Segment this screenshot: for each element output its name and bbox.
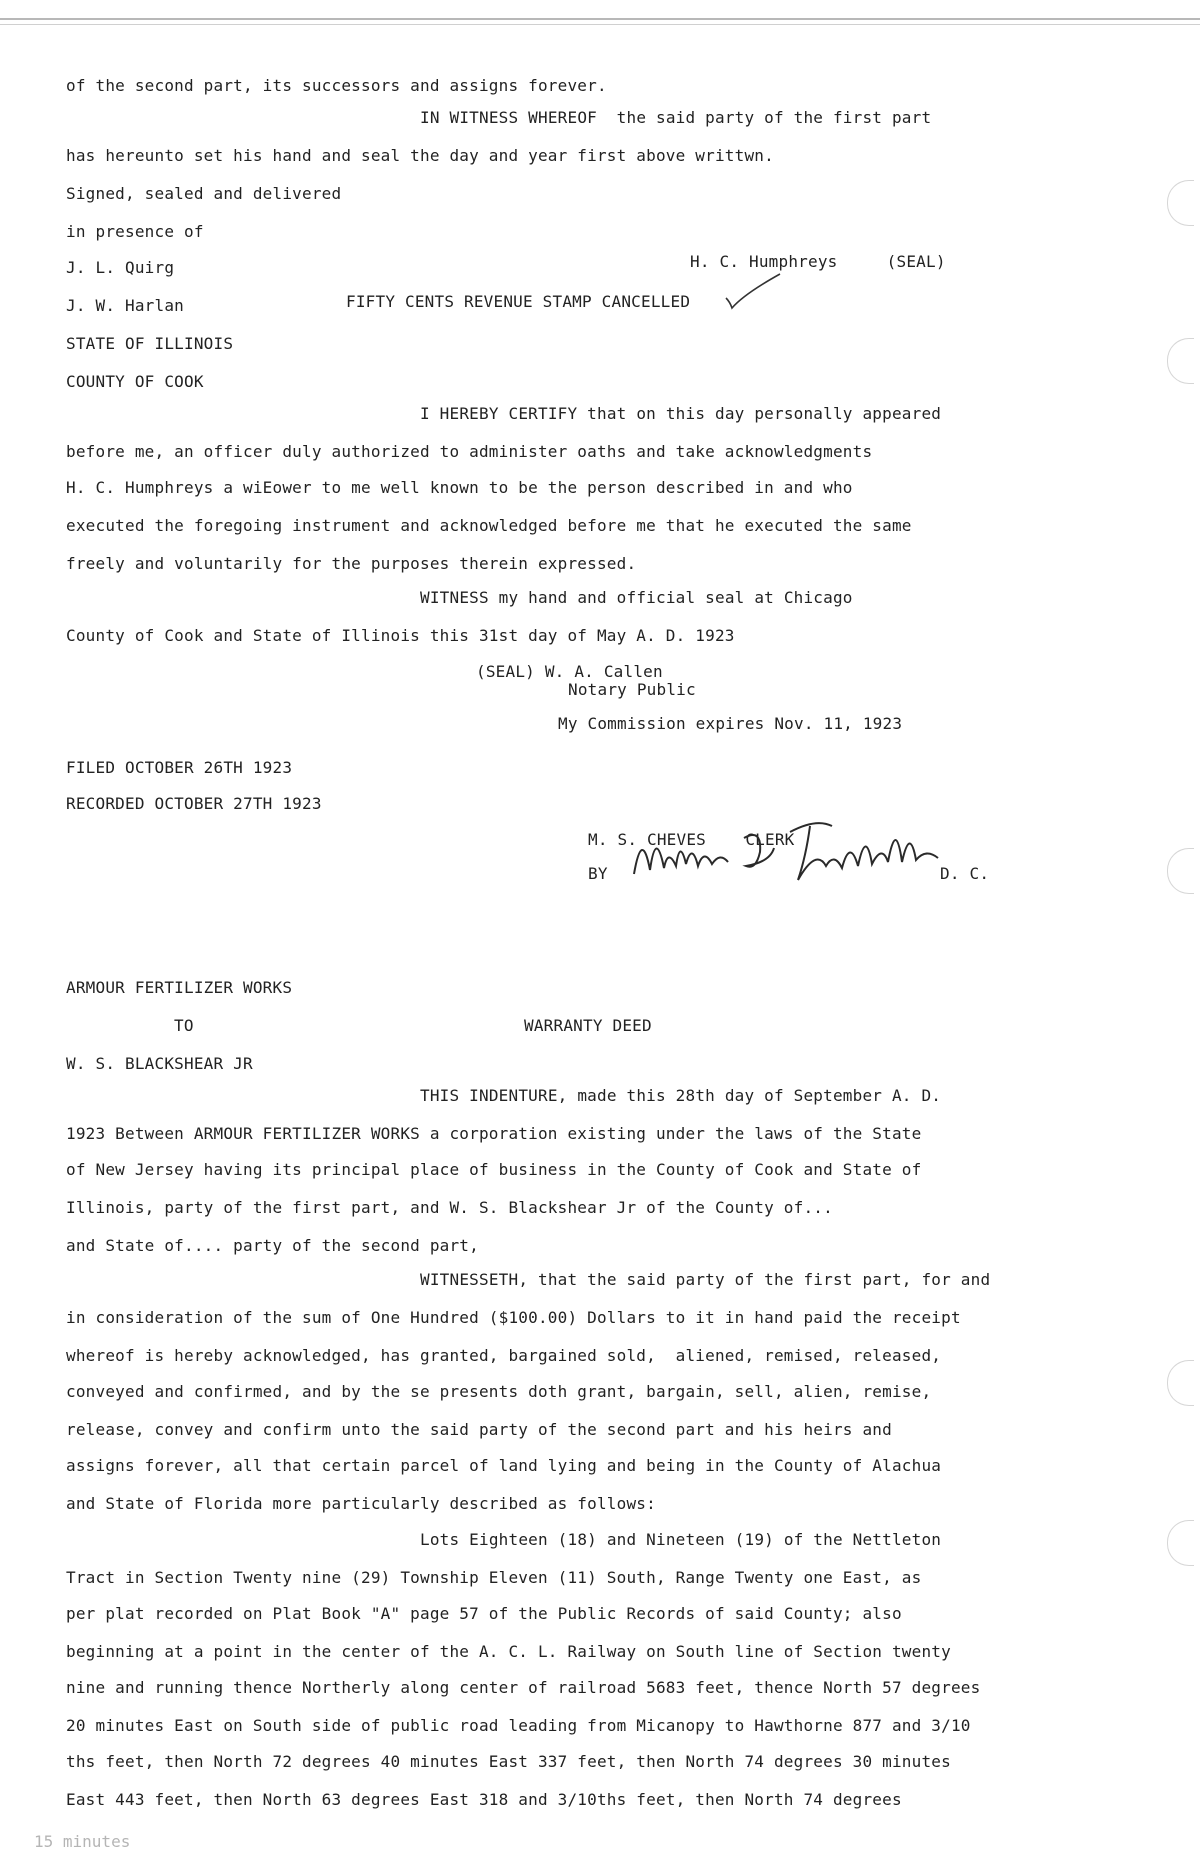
notary-name: (SEAL) W. A. Callen [476, 662, 663, 681]
text-line: 20 minutes East on South side of public road leading from Micanopy to Hawthorne 877 and 3/10 [66, 1716, 971, 1735]
text-line: Illinois, party of the first part, and W. S. Blackshear Jr of the County of... [66, 1198, 833, 1217]
top-rule [0, 18, 1200, 20]
filed-date: FILED OCTOBER 26TH 1923 [66, 758, 293, 777]
text-line: release, convey and confirm unto the said party of the second part and his heirs and [66, 1420, 892, 1439]
text-line: WITNESS my hand and official seal at Chicago [420, 588, 853, 607]
text-line: ths feet, then North 72 degrees 40 minutes East 337 feet, then North 74 degrees 30 minutes [66, 1752, 951, 1771]
text-line: conveyed and confirmed, and by the se presents doth grant, bargain, sell, alien, remise, [66, 1382, 932, 1401]
text-line: beginning at a point in the center of the A. C. L. Railway on South line of Section twenty [66, 1642, 951, 1661]
footer-note: 15 minutes [34, 1832, 131, 1851]
dc-label: D. C. [940, 864, 990, 883]
document-title: WARRANTY DEED [524, 1016, 652, 1035]
handwritten-signature [620, 808, 950, 898]
witness-name: J. L. Quirg [66, 258, 175, 277]
text-line: THIS INDENTURE, made this 28th day of September A. D. [420, 1086, 942, 1105]
text-line: Signed, sealed and delivered [66, 184, 342, 203]
checkmark-icon [724, 272, 784, 312]
by-label: BY [588, 864, 608, 883]
text-line: of the second part, its successors and assigns forever. [66, 76, 607, 95]
punch-hole [1167, 338, 1194, 384]
text-line: H. C. Humphreys a wiEower to me well known to be the person described in and who [66, 478, 853, 497]
text-line: of New Jersey having its principal place of business in the County of Cook and State of [66, 1160, 922, 1179]
text-line: I HEREBY CERTIFY that on this day personally appeared [420, 404, 942, 423]
text-line: County of Cook and State of Illinois this 31st day of May A. D. 1923 [66, 626, 735, 645]
text-line: before me, an officer duly authorized to administer oaths and take acknowledgments [66, 442, 873, 461]
clerk-line: M. S. CHEVES CLERK [588, 830, 795, 849]
revenue-stamp-note: FIFTY CENTS REVENUE STAMP CANCELLED [346, 292, 691, 311]
text-line: and State of.... party of the second part, [66, 1236, 479, 1255]
punch-hole [1167, 848, 1194, 894]
text-line: IN WITNESS WHEREOF the said party of the first part [420, 108, 932, 127]
text-line: whereof is hereby acknowledged, has granted, bargained sold, aliened, remised, released, [66, 1346, 942, 1365]
text-line: WITNESSETH, that the said party of the first part, for and [420, 1270, 991, 1289]
text-line: STATE OF ILLINOIS [66, 334, 234, 353]
notary-title: Notary Public [568, 680, 696, 699]
punch-hole [1167, 180, 1194, 226]
grantor-heading: ARMOUR FERTILIZER WORKS [66, 978, 293, 997]
text-line: freely and voluntarily for the purposes therein expressed. [66, 554, 637, 573]
grantor-signature-line: H. C. Humphreys (SEAL) [690, 252, 946, 271]
text-line: executed the foregoing instrument and acknowledged before me that he executed the same [66, 516, 912, 535]
text-line: 1923 Between ARMOUR FERTILIZER WORKS a corporation existing under the laws of the State [66, 1124, 922, 1143]
text-line: assigns forever, all that certain parcel of land lying and being in the County of Alachua [66, 1456, 942, 1475]
text-line: per plat recorded on Plat Book "A" page 57 of the Public Records of said County; also [66, 1604, 902, 1623]
grantee-heading: W. S. BLACKSHEAR JR [66, 1054, 253, 1073]
text-line: nine and running thence Northerly along center of railroad 5683 feet, thence North 57 degrees [66, 1678, 981, 1697]
text-line: COUNTY OF COOK [66, 372, 204, 391]
text-line: in consideration of the sum of One Hundred ($100.00) Dollars to it in hand paid the receipt [66, 1308, 961, 1327]
top-rule-secondary [0, 24, 1200, 25]
punch-hole [1167, 1520, 1194, 1566]
to-heading: TO [174, 1016, 194, 1035]
witness-name: J. W. Harlan [66, 296, 184, 315]
commission-expiry: My Commission expires Nov. 11, 1923 [558, 714, 903, 733]
punch-hole [1167, 1360, 1194, 1406]
text-line: Lots Eighteen (18) and Nineteen (19) of the Nettleton [420, 1530, 942, 1549]
recorded-date: RECORDED OCTOBER 27TH 1923 [66, 794, 322, 813]
text-line: East 443 feet, then North 63 degrees East 318 and 3/10ths feet, then North 74 degrees [66, 1790, 902, 1809]
text-line: in presence of [66, 222, 204, 241]
text-line: Tract in Section Twenty nine (29) Township Eleven (11) South, Range Twenty one East, as [66, 1568, 922, 1587]
text-line: has hereunto set his hand and seal the day and year first above writtwn. [66, 146, 774, 165]
text-line: and State of Florida more particularly described as follows: [66, 1494, 656, 1513]
